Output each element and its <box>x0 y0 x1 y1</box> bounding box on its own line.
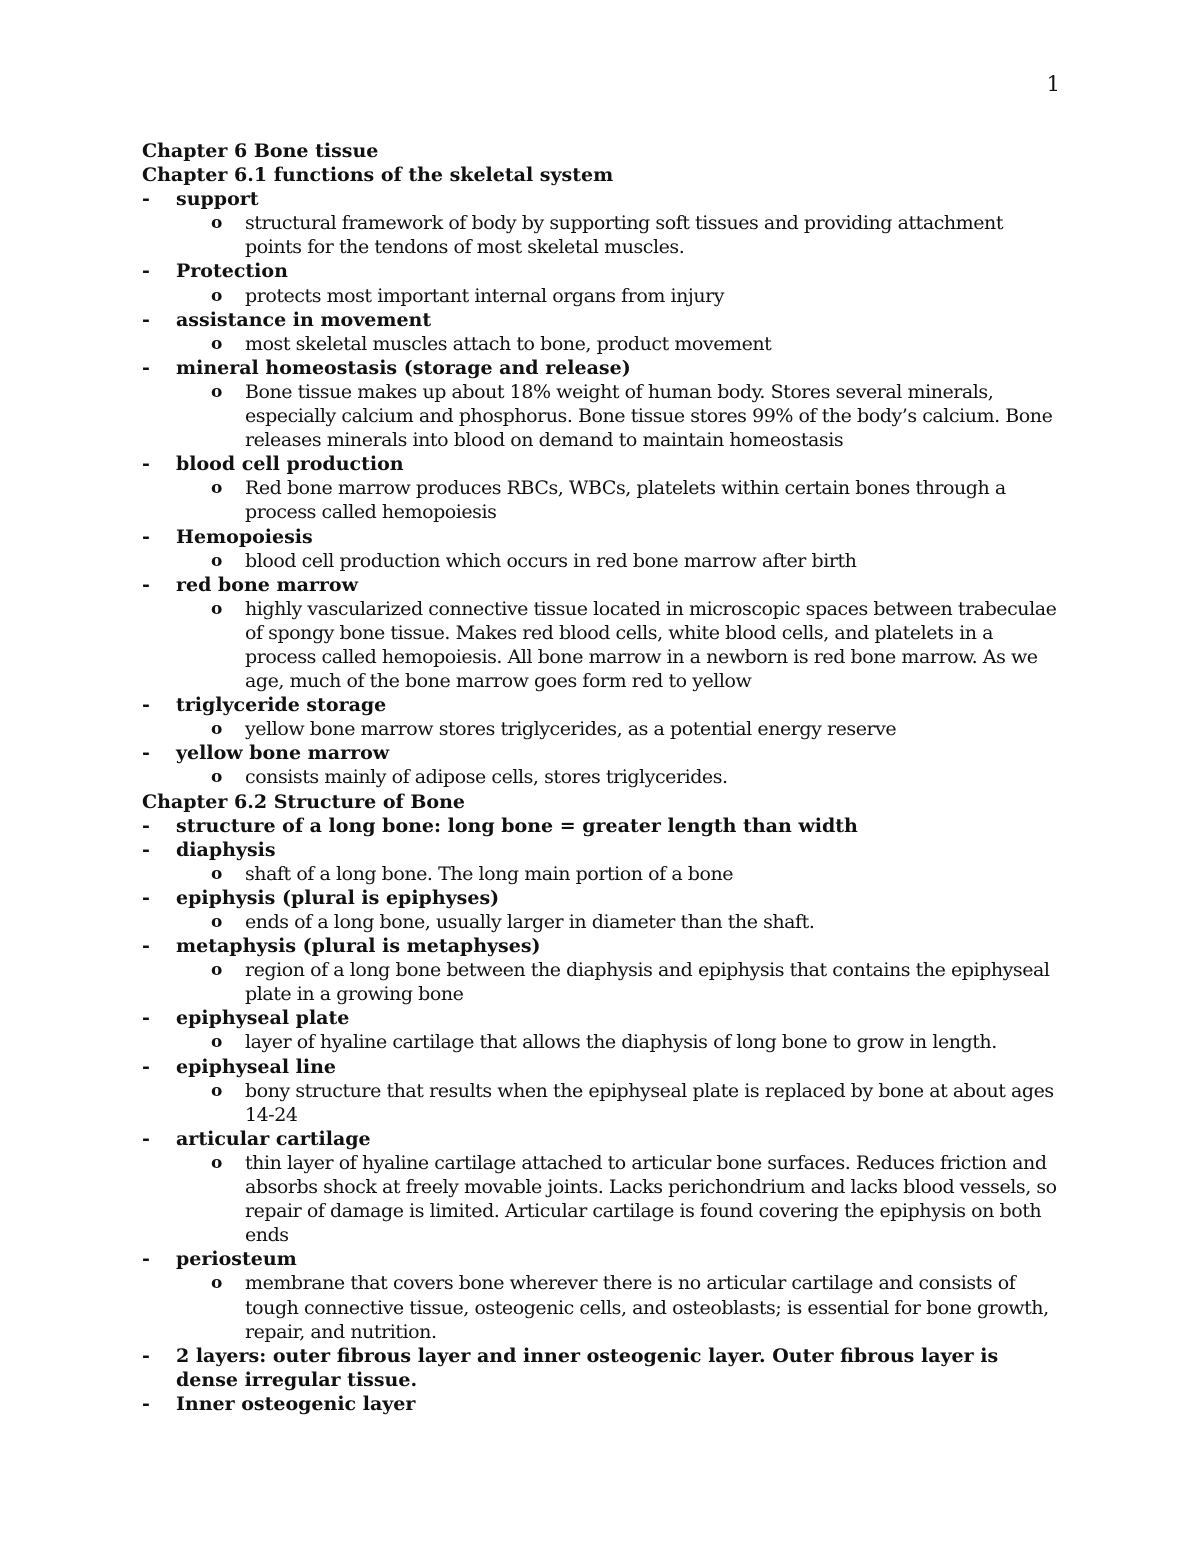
dash-bullet-icon: - <box>142 260 150 283</box>
circle-bullet-icon: o <box>211 381 222 402</box>
term-item <box>142 934 1062 958</box>
detail-item <box>142 958 1062 1006</box>
detail-text: protects most important internal organs from injury <box>245 284 725 307</box>
dash-bullet-icon: - <box>142 1127 150 1150</box>
dash-bullet-icon: - <box>142 694 150 717</box>
dash-bullet-icon: - <box>142 838 150 861</box>
circle-bullet-icon: o <box>211 719 222 740</box>
dash-bullet-icon: - <box>142 453 150 476</box>
dash-bullet-icon: - <box>142 188 150 211</box>
term-label: diaphysis <box>176 838 276 861</box>
document-body <box>142 139 1062 1416</box>
detail-text: Red bone marrow produces RBCs, WBCs, platelets within certain bones through a process called hemopoiesis <box>245 477 1006 524</box>
circle-bullet-icon: o <box>211 550 222 571</box>
detail-item <box>142 211 1062 259</box>
term-label: Protection <box>176 260 288 283</box>
term-label: Hemopoiesis <box>176 525 313 548</box>
detail-text: yellow bone marrow stores triglycerides, as a potential energy reserve <box>245 718 897 741</box>
dash-bullet-icon: - <box>142 525 150 548</box>
detail-item <box>142 862 1062 886</box>
detail-item <box>142 549 1062 573</box>
term-label: periosteum <box>176 1248 297 1271</box>
detail-item <box>142 765 1062 789</box>
term-item <box>142 452 1062 476</box>
dash-bullet-icon: - <box>142 742 150 765</box>
detail-text: region of a long bone between the diaphysis and epiphysis that contains the epiphyseal plate in a growing bone <box>245 959 1050 1006</box>
term-label: 2 layers: outer fibrous layer and inner osteogenic layer. Outer fibrous layer is dense irregular tissue. <box>176 1344 999 1391</box>
circle-bullet-icon: o <box>211 1273 222 1294</box>
term-label: epiphyseal line <box>176 1055 336 1078</box>
circle-bullet-icon: o <box>211 478 222 499</box>
circle-bullet-icon: o <box>211 960 222 981</box>
term-item <box>142 573 1062 597</box>
detail-item <box>142 332 1062 356</box>
term-item <box>142 1392 1062 1416</box>
term-item <box>142 1055 1062 1079</box>
term-item <box>142 259 1062 283</box>
chapter-heading: Chapter 6.1 functions of the skeletal system <box>142 164 614 187</box>
circle-bullet-icon: o <box>211 213 222 234</box>
dash-bullet-icon: - <box>142 935 150 958</box>
term-item <box>142 1247 1062 1271</box>
term-item <box>142 308 1062 332</box>
term-item <box>142 1344 1062 1392</box>
detail-item <box>142 717 1062 741</box>
term-label: red bone marrow <box>176 573 358 596</box>
dash-bullet-icon: - <box>142 814 150 837</box>
term-label: assistance in movement <box>176 308 432 331</box>
detail-item <box>142 380 1062 452</box>
detail-text: blood cell production which occurs in red bone marrow after birth <box>245 549 857 572</box>
circle-bullet-icon: o <box>211 1080 222 1101</box>
detail-text: thin layer of hyaline cartilage attached to articular bone surfaces. Reduces friction and absorbs shock at freely movable joints. Lacks perichondrium and lacks blood vessels, so repair of damage is limited. Articular cartilage is found covering the epiphysis on both ends <box>245 1151 1057 1247</box>
detail-text: structural framework of body by supporting soft tissues and providing attachment points for the tendons of most skeletal muscles. <box>245 212 1004 259</box>
detail-text: consists mainly of adipose cells, stores triglycerides. <box>245 766 728 789</box>
term-item <box>142 525 1062 549</box>
term-item <box>142 838 1062 862</box>
detail-text: ends of a long bone, usually larger in diameter than the shaft. <box>245 911 815 933</box>
detail-item <box>142 910 1062 934</box>
term-label: Inner osteogenic layer <box>176 1392 416 1415</box>
chapter-heading: Chapter 6 Bone tissue <box>142 140 379 162</box>
detail-item <box>142 597 1062 693</box>
dash-bullet-icon: - <box>142 308 150 331</box>
detail-item <box>142 284 1062 308</box>
dash-bullet-icon: - <box>142 356 150 379</box>
term-item <box>142 886 1062 910</box>
detail-text: bony structure that results when the epiphyseal plate is replaced by bone at about ages 14-24 <box>245 1079 1054 1126</box>
dash-bullet-icon: - <box>142 1392 150 1415</box>
detail-text: shaft of a long bone. The long main portion of a bone <box>245 862 734 885</box>
term-item <box>142 741 1062 765</box>
page-number: 1 <box>1046 72 1060 96</box>
term-label: support <box>176 188 259 211</box>
detail-text: Bone tissue makes up about 18% weight of human body. Stores several minerals, especially calcium and phosphorus. Bone tissue stores 99% of the body’s calcium. Bone releases minerals into blood on demand to maintain homeostasis <box>245 380 1053 452</box>
circle-bullet-icon: o <box>211 285 222 306</box>
dash-bullet-icon: - <box>142 573 150 596</box>
term-label: metaphysis (plural is metaphyses) <box>176 935 541 958</box>
detail-text: membrane that covers bone wherever there is no articular cartilage and consists of tough connective tissue, osteogenic cells, and osteoblasts; is essential for bone growth, repair, and nutrition. <box>245 1272 1049 1343</box>
term-label: epiphysis (plural is epiphyses) <box>176 886 500 909</box>
term-item <box>142 1006 1062 1030</box>
term-label: mineral homeostasis (storage and release) <box>176 356 631 379</box>
term-item <box>142 693 1062 717</box>
term-item <box>142 356 1062 380</box>
circle-bullet-icon: o <box>211 863 222 884</box>
chapter-heading: Chapter 6.2 Structure of Bone <box>142 790 465 813</box>
detail-text: highly vascularized connective tissue located in microscopic spaces between trabeculae of spongy bone tissue. Makes red blood cells, white blood cells, and platelets in a process called hemopoiesis. All bone marrow in a newborn is red bone marrow. As we age, much of the bone marrow goes form red to yellow <box>245 597 1057 693</box>
dash-bullet-icon: - <box>142 1055 150 1078</box>
term-label: blood cell production <box>176 453 404 476</box>
term-item <box>142 187 1062 211</box>
dash-bullet-icon: - <box>142 1344 150 1367</box>
term-label: triglyceride storage <box>176 694 387 717</box>
dash-bullet-icon: - <box>142 1007 150 1030</box>
term-label: structure of a long bone: long bone = greater length than width <box>176 814 858 837</box>
detail-item <box>142 1151 1062 1247</box>
circle-bullet-icon: o <box>211 767 222 788</box>
detail-text: layer of hyaline cartilage that allows the diaphysis of long bone to grow in length. <box>245 1031 997 1054</box>
circle-bullet-icon: o <box>211 1032 222 1053</box>
detail-item <box>142 1030 1062 1054</box>
term-label: articular cartilage <box>176 1127 371 1150</box>
dash-bullet-icon: - <box>142 1248 150 1271</box>
term-item <box>142 814 1062 838</box>
circle-bullet-icon: o <box>211 598 222 619</box>
circle-bullet-icon: o <box>211 912 222 932</box>
circle-bullet-icon: o <box>211 333 222 354</box>
detail-text: most skeletal muscles attach to bone, product movement <box>245 332 772 355</box>
detail-item <box>142 1079 1062 1127</box>
term-item <box>142 1127 1062 1151</box>
dash-bullet-icon: - <box>142 886 150 909</box>
circle-bullet-icon: o <box>211 1152 222 1173</box>
term-label: epiphyseal plate <box>176 1007 350 1030</box>
term-label: yellow bone marrow <box>176 742 390 765</box>
detail-item <box>142 476 1062 524</box>
detail-item <box>142 1271 1062 1343</box>
